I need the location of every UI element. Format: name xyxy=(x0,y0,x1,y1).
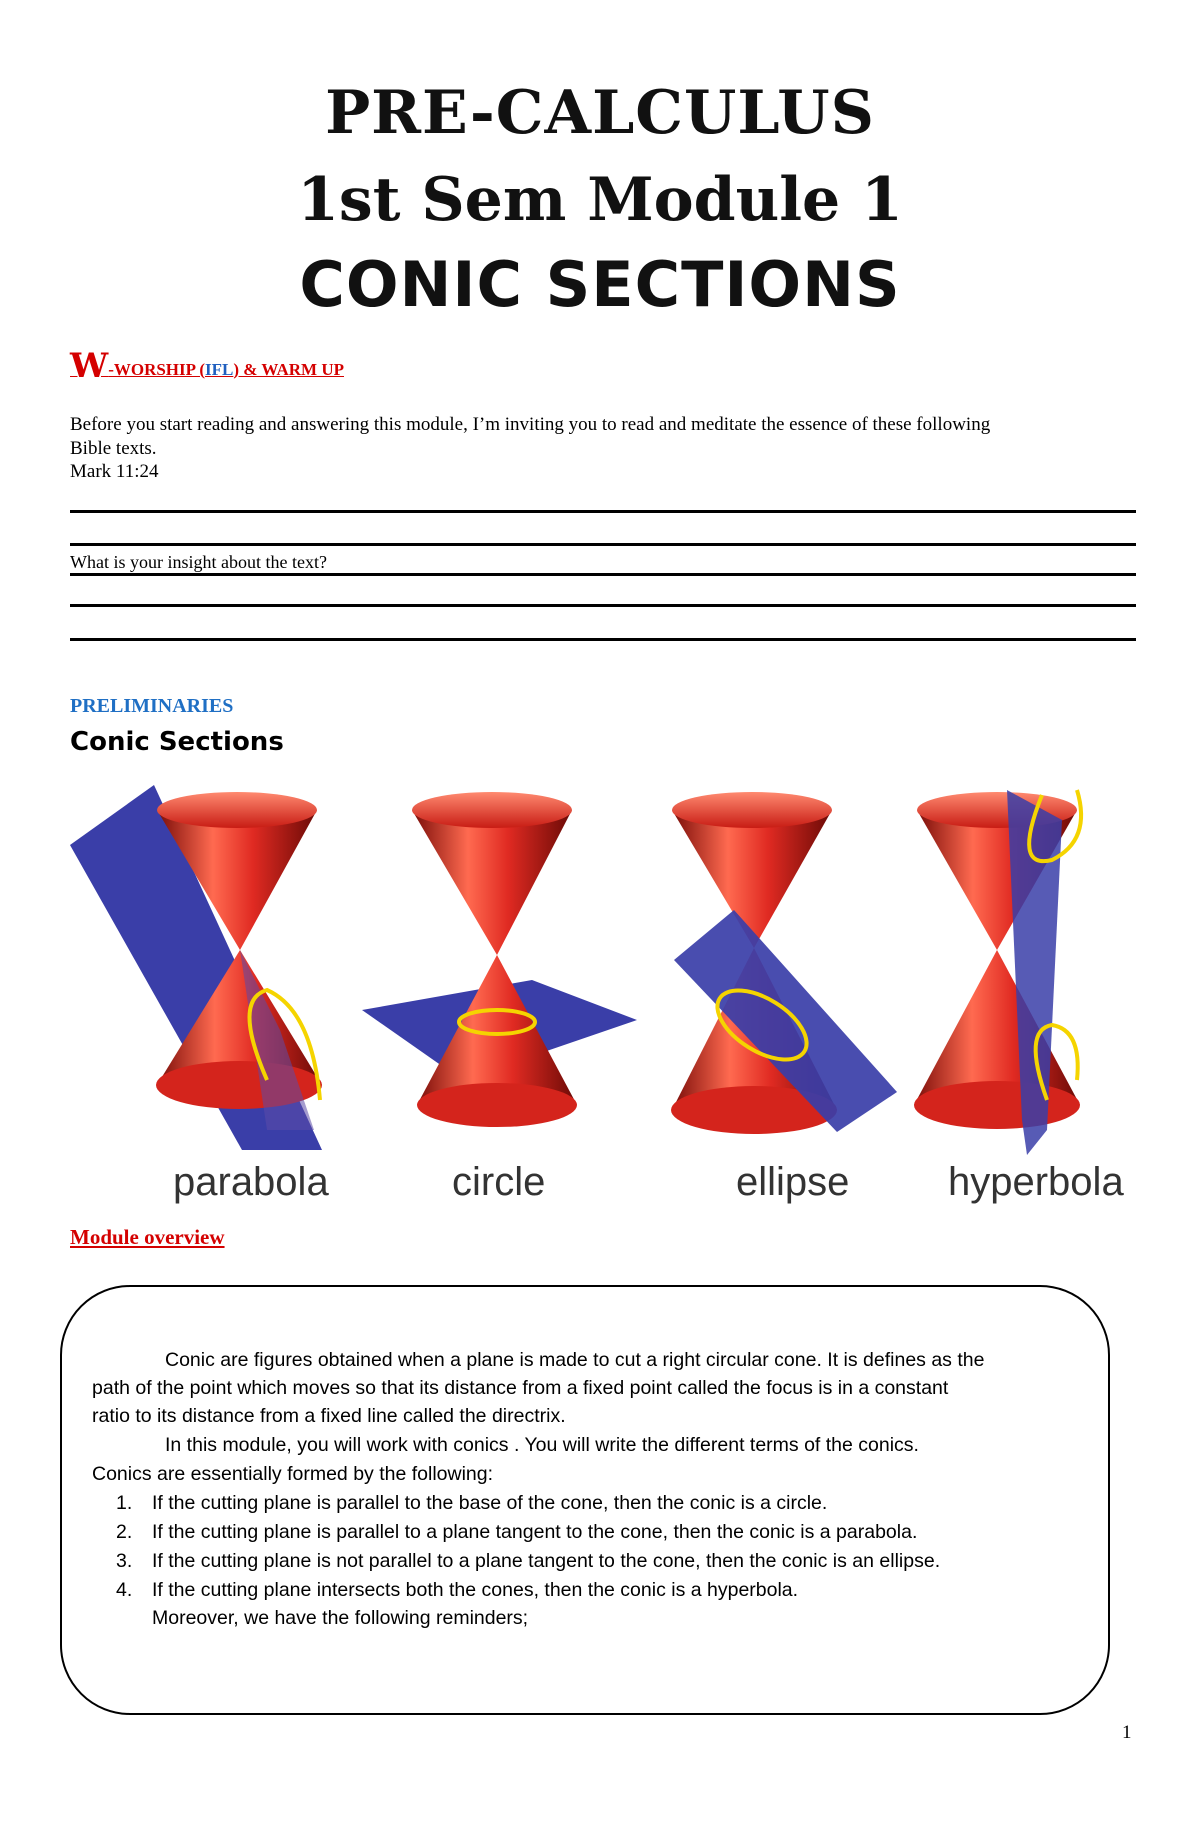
intro-line-1: Before you start reading and answering this module, I’m inviting you to read and meditate the essence of these following xyxy=(70,414,991,435)
list-item-text: If the cutting plane intersects both the cones, then the conic is a hyperbola. xyxy=(152,1579,799,1601)
list-item-number: 4. xyxy=(116,1579,133,1601)
list-item-number: 2. xyxy=(116,1521,133,1543)
label-parabola: parabola xyxy=(173,1160,329,1204)
worship-heading xyxy=(70,346,344,386)
list-item-text: If the cutting plane is parallel to a plane tangent to the cone, then the conic is a parabola. xyxy=(152,1521,918,1543)
circle-upper-rim xyxy=(412,792,572,828)
answer-line[interactable] xyxy=(70,573,1136,576)
list-item-text: If the cutting plane is parallel to the base of the cone, then the conic is a circle. xyxy=(152,1492,828,1514)
answer-line[interactable] xyxy=(70,604,1136,607)
page-number: 1 xyxy=(1122,1722,1132,1743)
overview-p3: Conics are essentially formed by the following: xyxy=(92,1463,494,1485)
preliminaries-heading: PRELIMINARIES xyxy=(70,695,234,717)
answer-line[interactable] xyxy=(70,543,1136,546)
list-item xyxy=(116,1547,940,1575)
list-item-text: If the cutting plane is not parallel to a plane tangent to the cone, then the conic is an ellipse. xyxy=(152,1550,941,1572)
overview-p1-line2: path of the point which moves so that its distance from a fixed point called the focus is in a constant xyxy=(92,1377,949,1399)
title-line-3: CONIC SECTIONS xyxy=(299,248,901,321)
overview-p2: In this module, you will work with conics . You will write the different terms of the conics. xyxy=(165,1434,919,1456)
ellipse-upper-rim xyxy=(672,792,832,828)
worship-initial: W xyxy=(70,346,109,386)
hyperbola-diagram xyxy=(914,790,1081,1155)
title-line-2: 1st Sem Module 1 xyxy=(297,165,903,235)
circle-lower-base xyxy=(417,1083,577,1127)
conic-sections-subheading: Conic Sections xyxy=(70,727,284,757)
label-circle: circle xyxy=(452,1160,546,1204)
title-line-1: PRE-CALCULUS xyxy=(325,78,875,148)
module-overview-heading: Module overview xyxy=(70,1225,225,1249)
parabola-upper-rim xyxy=(157,792,317,828)
list-item-number: 3. xyxy=(116,1550,133,1572)
answer-line[interactable] xyxy=(70,510,1136,513)
bible-verse: Mark 11:24 xyxy=(70,461,159,482)
hyperbola-lower-base xyxy=(914,1081,1080,1129)
circle-upper-nappe xyxy=(412,810,572,955)
intro-line-2: Bible texts. xyxy=(70,438,157,459)
overview-p1-line1: Conic are figures obtained when a plane is made to cut a right circular cone. It is defines as the xyxy=(165,1349,985,1371)
list-item xyxy=(116,1518,917,1546)
ellipse-diagram xyxy=(671,792,897,1134)
overview-p1-line3: ratio to its distance from a fixed line called the directrix. xyxy=(92,1405,566,1427)
list-item xyxy=(116,1489,827,1517)
list-item-number: 1. xyxy=(116,1492,133,1514)
label-ellipse: ellipse xyxy=(736,1160,850,1204)
worship-label-b: ) & WARM UP xyxy=(233,360,344,379)
circle-diagram xyxy=(362,792,637,1127)
parabola-diagram xyxy=(70,785,322,1150)
answer-line[interactable] xyxy=(70,638,1136,641)
worship-ifl: IFL xyxy=(205,360,234,379)
list-item xyxy=(116,1576,798,1604)
worship-label-a: -WORSHIP ( xyxy=(108,360,205,379)
label-hyperbola: hyperbola xyxy=(948,1160,1124,1204)
ellipse-upper-nappe xyxy=(672,810,832,948)
conic-sections-figure xyxy=(62,780,1142,1160)
overview-closing: Moreover, we have the following reminders; xyxy=(152,1607,529,1629)
insight-question: What is your insight about the text? xyxy=(70,552,327,572)
